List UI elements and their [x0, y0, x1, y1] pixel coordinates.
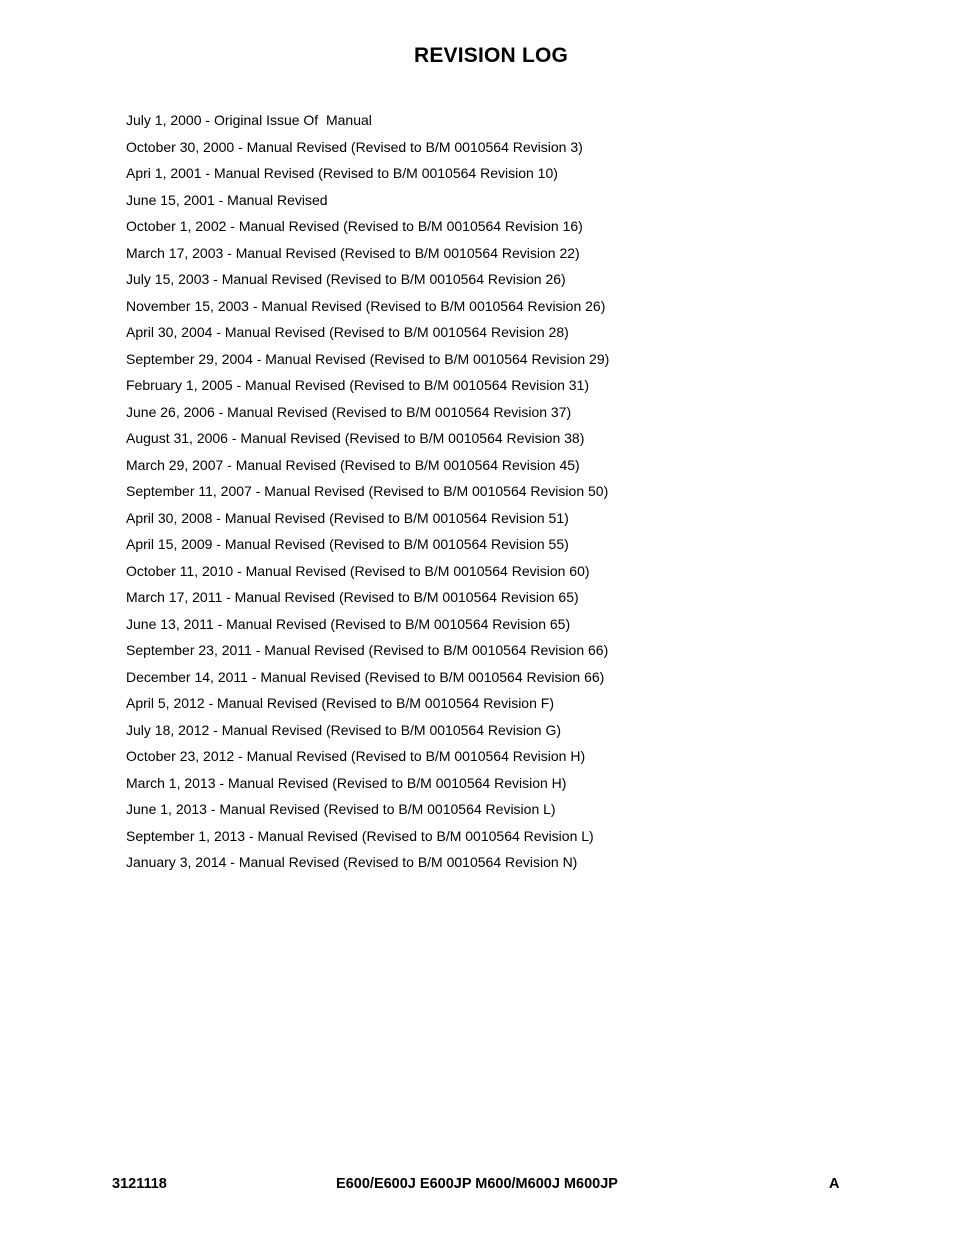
revision-entry: February 1, 2005 - Manual Revised (Revised to B/M 0010564 Revision 31)	[126, 377, 590, 393]
revision-entry: December 14, 2011 - Manual Revised (Revised to B/M 0010564 Revision 66)	[126, 668, 605, 685]
revision-entry: October 11, 2010 - Manual Revised (Revised to B/M 0010564 Revision 60)	[126, 562, 590, 579]
revision-entry: January 3, 2014 - Manual Revised (Revised to B/M 0010564 Revision N)	[126, 854, 578, 870]
revision-entry: March 29, 2007 - Manual Revised (Revised to B/M 0010564 Revision 45)	[126, 456, 580, 473]
revision-entry: Apri 1, 2001 - Manual Revised (Revised to B/M 0010564 Revision 10)	[126, 165, 558, 181]
revision-entry: June 15, 2001 - Manual Revised	[126, 191, 328, 208]
model-list: E600/E600J E600JP M600/M600J M600JP	[336, 1176, 618, 1192]
revision-entry: March 17, 2003 - Manual Revised (Revised to B/M 0010564 Revision 22)	[126, 244, 580, 261]
revision-entry: April 15, 2009 - Manual Revised (Revised to B/M 0010564 Revision 55)	[126, 536, 569, 552]
revision-entry: March 17, 2011 - Manual Revised (Revised to B/M 0010564 Revision 65)	[126, 589, 579, 605]
revision-entry: June 1, 2013 - Manual Revised (Revised to B/M 0010564 Revision L)	[126, 801, 556, 817]
revision-entry: September 29, 2004 - Manual Revised (Revised to B/M 0010564 Revision 29)	[126, 350, 610, 367]
page-footer	[0, 1176, 954, 1196]
page-title: REVISION LOG	[413, 44, 569, 67]
revision-entry: September 23, 2011 - Manual Revised (Revised to B/M 0010564 Revision 66)	[126, 642, 609, 658]
document-number: 3121118	[112, 1176, 167, 1192]
revision-entry: October 23, 2012 - Manual Revised (Revised to B/M 0010564 Revision H)	[126, 748, 586, 764]
revision-entry: June 26, 2006 - Manual Revised (Revised to B/M 0010564 Revision 37)	[126, 403, 572, 420]
revision-entry: August 31, 2006 - Manual Revised (Revised to B/M 0010564 Revision 38)	[126, 430, 585, 446]
revision-entry: July 18, 2012 - Manual Revised (Revised to B/M 0010564 Revision G)	[126, 721, 561, 738]
revision-entry: April 30, 2004 - Manual Revised (Revised to B/M 0010564 Revision 28)	[126, 324, 569, 340]
revision-entry: July 15, 2003 - Manual Revised (Revised to B/M 0010564 Revision 26)	[126, 271, 566, 287]
revision-entry: March 1, 2013 - Manual Revised (Revised to B/M 0010564 Revision H)	[126, 774, 567, 791]
page-identifier: A	[829, 1176, 840, 1192]
revision-entry: October 1, 2002 - Manual Revised (Revised to B/M 0010564 Revision 16)	[126, 218, 583, 234]
revision-entry: April 5, 2012 - Manual Revised (Revised to B/M 0010564 Revision F)	[126, 695, 554, 711]
revision-entry: April 30, 2008 - Manual Revised (Revised to B/M 0010564 Revision 51)	[126, 509, 569, 526]
revision-entry: September 1, 2013 - Manual Revised (Revised to B/M 0010564 Revision L)	[126, 827, 594, 844]
revision-entry: July 1, 2000 - Original Issue Of Manual	[126, 112, 372, 128]
revision-entry: November 15, 2003 - Manual Revised (Revised to B/M 0010564 Revision 26)	[126, 297, 606, 314]
revision-entry: June 13, 2011 - Manual Revised (Revised to B/M 0010564 Revision 65)	[126, 615, 571, 632]
revision-list	[126, 107, 609, 876]
revision-entry: September 11, 2007 - Manual Revised (Revised to B/M 0010564 Revision 50)	[126, 483, 609, 499]
revision-entry: October 30, 2000 - Manual Revised (Revised to B/M 0010564 Revision 3)	[126, 138, 583, 155]
